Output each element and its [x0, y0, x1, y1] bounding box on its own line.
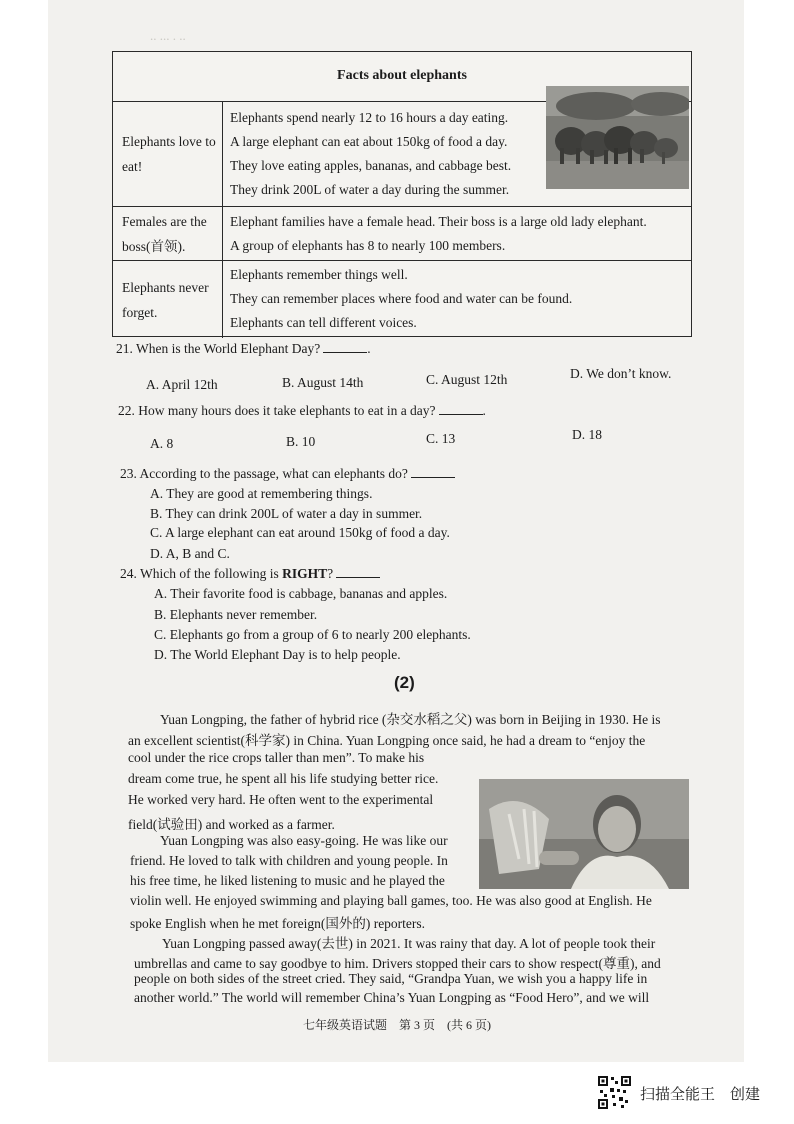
passage-line: Yuan Longping, the father of hybrid rice (杂交水稻之父) was born in Beijing in 1930. He is: [160, 712, 661, 727]
show-through-text: .. ... . ..: [150, 28, 186, 43]
scanner-watermark: 扫描全能王 创建: [640, 1085, 761, 1103]
table-row-females: [113, 207, 691, 261]
passage-line: Yuan Longping passed away(去世) in 2021. It was rainy that day. A lot of people took their: [162, 936, 656, 951]
row-label: Elephants love to eat!: [113, 102, 223, 206]
option-22c[interactable]: C. 13: [426, 431, 456, 446]
fact-line: A large elephant can eat about 150kg of food a day.: [230, 134, 508, 149]
passage-line: people on both sides of the street cried. They said, “Grandpa Yuan, we wish you a happy life in: [134, 971, 648, 986]
yuan-longping-photo: [479, 779, 689, 889]
passage-line: umbrellas and came to say goodbye to him. Drivers stopped their cars to show respect(尊重), and: [134, 956, 661, 971]
fact-line: They can remember places where food and water can be found.: [230, 291, 573, 306]
fact-line: They love eating apples, bananas, and cabbage best.: [230, 158, 512, 173]
option-21a[interactable]: A. April 12th: [146, 377, 218, 392]
passage-line: Yuan Longping was also easy-going. He was like our: [160, 833, 448, 848]
option-23a[interactable]: A. They are good at remembering things.: [150, 486, 373, 501]
passage-line: violin well. He enjoyed swimming and playing ball games, too. He was also good at English. He: [130, 893, 652, 908]
section-number: (2): [394, 673, 415, 692]
option-21b[interactable]: B. August 14th: [282, 375, 364, 390]
passage-line: another world.” The world will remember China’s Yuan Longping as “Food Hero”, and we will: [134, 990, 650, 1005]
passage-line: cool under the rice crops taller than men”. To make his: [128, 750, 425, 765]
page-footer: 七年级英语试题 第 3 页 (共 6 页): [303, 1018, 491, 1032]
answer-blank[interactable]: [439, 403, 483, 415]
option-24b[interactable]: B. Elephants never remember.: [154, 607, 318, 622]
option-22d[interactable]: D. 18: [572, 427, 602, 442]
passage-line: friend. He loved to talk with children and young people. In: [130, 853, 448, 868]
passage-line: his free time, he liked listening to music and he played the: [130, 873, 445, 888]
elephants-photo: [546, 86, 689, 189]
facts-table: [112, 51, 692, 337]
answer-blank[interactable]: [336, 566, 380, 578]
question-23: 23. According to the passage, what can elephants do?: [120, 466, 455, 482]
option-22a[interactable]: A. 8: [150, 436, 174, 451]
fact-line: They drink 200L of water a day during the summer.: [230, 182, 510, 197]
option-24a[interactable]: A. Their favorite food is cabbage, bananas and apples.: [154, 586, 448, 601]
passage-line: an excellent scientist(科学家) in China. Yuan Longping once said, he had a dream to “enjoy the: [128, 733, 646, 748]
fact-line: Elephant families have a female head. Their boss is a large old lady elephant.: [230, 214, 647, 229]
question-21: 21. When is the World Elephant Day? .: [116, 341, 371, 356]
passage-line: dream come true, he spent all his life studying better rice.: [128, 771, 439, 786]
table-title: Facts about elephants: [113, 52, 691, 102]
fact-line: Elephants spend nearly 12 to 16 hours a day eating.: [230, 110, 509, 125]
row-facts: [230, 263, 685, 335]
row-facts: [230, 210, 685, 258]
option-23d[interactable]: D. A, B and C.: [150, 546, 230, 561]
fact-line: Elephants can tell different voices.: [230, 315, 417, 330]
option-21d[interactable]: D. We don’t know.: [570, 366, 672, 381]
option-21c[interactable]: C. August 12th: [426, 372, 508, 387]
answer-blank[interactable]: [323, 341, 367, 353]
passage-line: He worked very hard. He often went to the experimental: [128, 792, 434, 807]
passage-line: spoke English when he met foreign(国外的) reporters.: [130, 916, 426, 931]
fact-line: A group of elephants has 8 to nearly 100 members.: [230, 238, 506, 253]
passage-line: field(试验田) and worked as a farmer.: [128, 817, 335, 832]
row-label: Females are the boss(首领).: [113, 207, 223, 260]
row-label: Elephants never forget.: [113, 261, 223, 338]
option-22b[interactable]: B. 10: [286, 434, 316, 449]
option-23c[interactable]: C. A large elephant can eat around 150kg of food a day.: [150, 525, 450, 540]
option-24c[interactable]: C. Elephants go from a group of 6 to nearly 200 elephants.: [154, 627, 471, 642]
table-row-never-forget: [113, 261, 691, 338]
option-23b[interactable]: B. They can drink 200L of water a day in summer.: [150, 506, 423, 521]
fact-line: Elephants remember things well.: [230, 267, 408, 282]
answer-blank[interactable]: [411, 466, 455, 478]
option-24d[interactable]: D. The World Elephant Day is to help people.: [154, 647, 401, 662]
question-22: 22. How many hours does it take elephants to eat in a day? .: [118, 403, 486, 418]
qr-code-icon: [597, 1075, 632, 1110]
question-24: 24. Which of the following is RIGHT?: [120, 566, 380, 582]
